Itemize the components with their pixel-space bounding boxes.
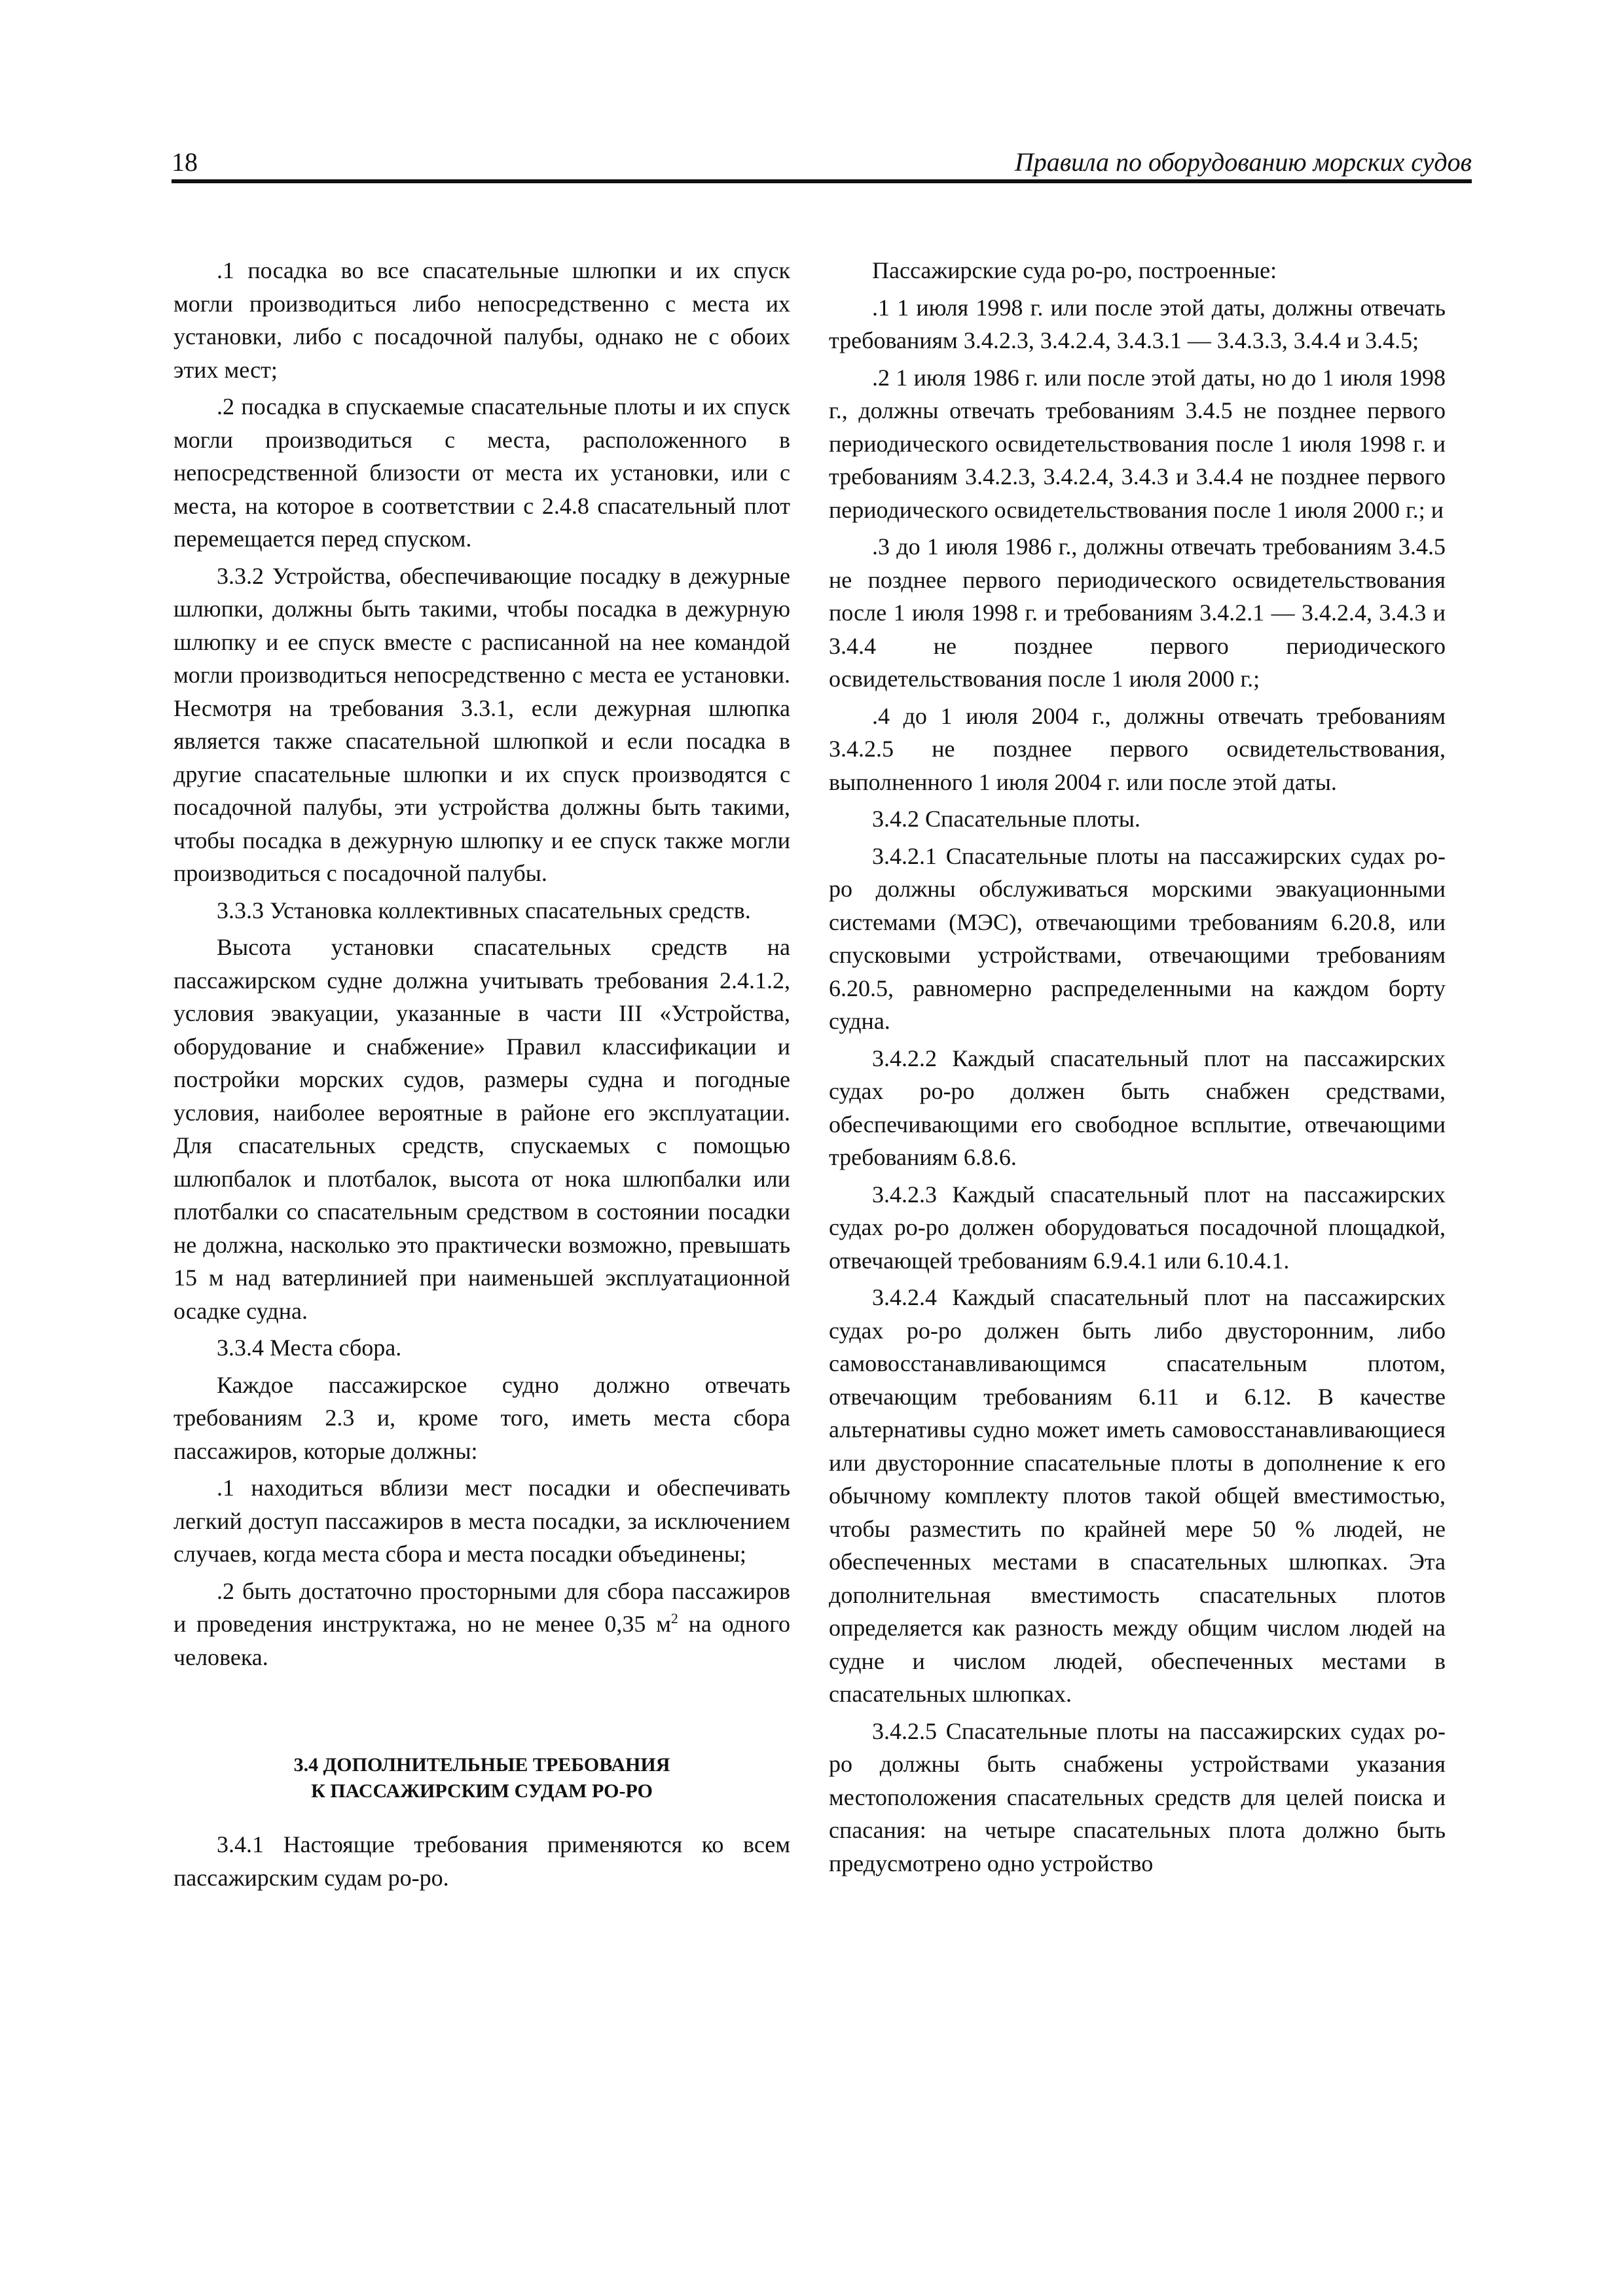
section-heading-3-4 xyxy=(173,1752,790,1804)
paragraph-3-4-1: 3.4.1 Настоящие требования применяются ко всем пассажирским судам ро-ро. xyxy=(173,1831,790,1891)
right-column xyxy=(829,254,1446,1880)
paragraph-roro-built: Пассажирские суда ро-ро, построенные: xyxy=(872,257,1277,283)
paragraph-roro-item-2: .2 1 июля 1986 г. или после этой даты, но до 1 июля 1998 г., должны отвечать требованиям 3.4.5 не позднее первого периодического освидетельствования после 1 июля 1998 г. и требованиям 3.4.2.3, 3.4.2.4, 3.4.3 и 3.4.4 не позднее первого периодического освидетельствования после 1 июля 2000 г.; и xyxy=(829,364,1446,523)
muster-item-2-text: .2 быть достаточно просторными для сбора пассажиров и проведения инструктажа, но не менее 0,35 м xyxy=(173,1577,790,1637)
paragraph-3-4-2-title: 3.4.2 Спасательные плоты. xyxy=(872,806,1140,832)
paragraph-roro-item-4: .4 до 1 июля 2004 г., должны отвечать требованиям 3.4.2.5 не позднее первого освидетельствования, выполненного 1 июля 2004 г. или после этой даты. xyxy=(829,702,1446,795)
paragraph-3-3-4-title: 3.3.4 Места сбора. xyxy=(217,1335,402,1361)
paragraph-roro-item-3: .3 до 1 июля 1986 г., должны отвечать требованиям 3.4.5 не позднее первого периодического освидетельствования после 1 июля 1998 г. и требованиям 3.4.2.1 — 3.4.2.4, 3.4.3 и 3.4.4 не позднее первого периодического освидетельствования после 1 июля 2000 г.; xyxy=(829,533,1446,692)
paragraph-3-3-2: 3.3.2 Устройства, обеспечивающие посадку в дежурные шлюпки, должны быть такими, чтобы посадка в дежурную шлюпку и ее спуск вместе с расписанной на нее командой могли производиться непосредственно с места ее установки. Несмотря на требования 3.3.1, если дежурная шлюпка является также спасательной шлюпкой и если посадка в другие спасательные шлюпки и их спуск производятся с посадочной палубы, эти устройства должны быть такими, чтобы посадка в дежурную шлюпку и ее спуск также могли производиться с посадочной палубы. xyxy=(173,562,790,886)
paragraph-boarding-lifeboats: .1 посадка во все спасательные шлюпки и их спуск могли производиться либо непосредственно с места их установки, либо с посадочной палубы, однако не с обоих этих мест; xyxy=(173,257,790,383)
heading-line-2: К ПАССАЖИРСКИМ СУДАМ РО-РО xyxy=(311,1780,653,1802)
paragraph-muster-item-1: .1 находиться вблизи мест посадки и обеспечивать легкий доступ пассажиров в места посадки, за исключением случаев, когда места сбора и места посадки объединены; xyxy=(173,1475,790,1567)
paragraph-3-4-2-1: 3.4.2.1 Спасательные плоты на пассажирских судах ро-ро должны обслуживаться морскими эвакуационными системами (МЭС), отвечающими требованиям 6.20.8, или спусковыми устройствами, отвечающими требованиям 6.20.5, равномерно распределенными на каждом борту судна. xyxy=(829,842,1446,1034)
paragraph-3-4-2-5: 3.4.2.5 Спасательные плоты на пассажирских судах ро-ро должны быть снабжены устройствами указания местоположения спасательных средств для целей поиска и спасания: на четыре спасательных плота должно быть предусмотрено одно устройство xyxy=(829,1717,1446,1876)
paragraph-boarding-liferafts: .2 посадка в спускаемые спасательные плоты и их спуск могли производиться с места, расположенного в непосредственной близости от места их установки, или с места, на которое в соответствии с 2.4.8 спасательный плот перемещается перед спуском. xyxy=(173,393,790,552)
muster-item-2-tail: на одного человека. xyxy=(173,1611,790,1670)
superscript-2: 2 xyxy=(670,1610,678,1626)
paragraph-muster-item-2 xyxy=(173,1575,790,1674)
paragraph-3-4-2-4: 3.4.2.4 Каждый спасательный плот на пассажирских судах ро-ро должен быть либо двусторонним, либо самовосстанавливающимся спасательным плотом, отвечающим требованиям 6.11 и 6.12. В качестве альтернативы судно может иметь самовосстанавливающиеся или двусторонние спасательные плоты в дополнение к его обычному комплекту плотов такой общей вместимостью, чтобы разместить по крайней мере 50 % людей, не обеспеченных местами в спасательных шлюпках. Эта дополнительная вместимость спасательных плотов определяется как разность между общим числом людей на судне и числом людей, обеспеченных местами в спасательных шлюпках. xyxy=(829,1284,1446,1707)
running-title: Правила по оборудованию морских судов xyxy=(1014,147,1472,177)
heading-line-1: 3.4 ДОПОЛНИТЕЛЬНЫЕ ТРЕБОВАНИЯ xyxy=(293,1754,670,1776)
paragraph-3-4-2-3: 3.4.2.3 Каждый спасательный плот на пассажирских судах ро-ро должен оборудоваться посадочной площадкой, отвечающей требованиям 6.9.4.1 или 6.10.4.1. xyxy=(829,1181,1446,1274)
header-rule xyxy=(172,179,1472,183)
paragraph-3-4-2-2: 3.4.2.2 Каждый спасательный плот на пассажирских судах ро-ро должен быть снабжен средствами, обеспечивающими его свободное всплытие, отвечающими требованиям 6.8.6. xyxy=(829,1045,1446,1170)
page-header xyxy=(172,145,1472,179)
paragraph-3-3-3-title: 3.3.3 Установка коллективных спасательных средств. xyxy=(217,897,751,924)
paragraph-stowage-height: Высота установки спасательных средств на пассажирском судне должна учитывать требования 2.4.1.2, условия эвакуации, указанные в части III «Устройства, оборудование и снабжение» Правил классификации и постройки морских судов, размеры судна и погодные условия, наиболее вероятные в районе его эксплуатации. Для спасательных средств, спускаемых с помощью шлюпбалок и плотбалок, высота от нока шлюпбалки или плотбалки со спасательным средством в состоянии посадки не должна, насколько это практически возможно, превышать 15 м над ватерлинией при наименьшей эксплуатационной осадке судна. xyxy=(173,934,790,1324)
page-number: 18 xyxy=(172,147,198,177)
paragraph-roro-item-1: .1 1 июля 1998 г. или после этой даты, должны отвечать требованиям 3.4.2.3, 3.4.2.4, 3.4.3.1 — 3.4.3.3, 3.4.4 и 3.4.5; xyxy=(829,294,1446,353)
paragraph-muster-stations: Каждое пассажирское судно должно отвечать требованиям 2.3 и, кроме того, иметь места сбора пассажиров, которые должны: xyxy=(173,1371,790,1464)
left-column xyxy=(173,254,790,1894)
